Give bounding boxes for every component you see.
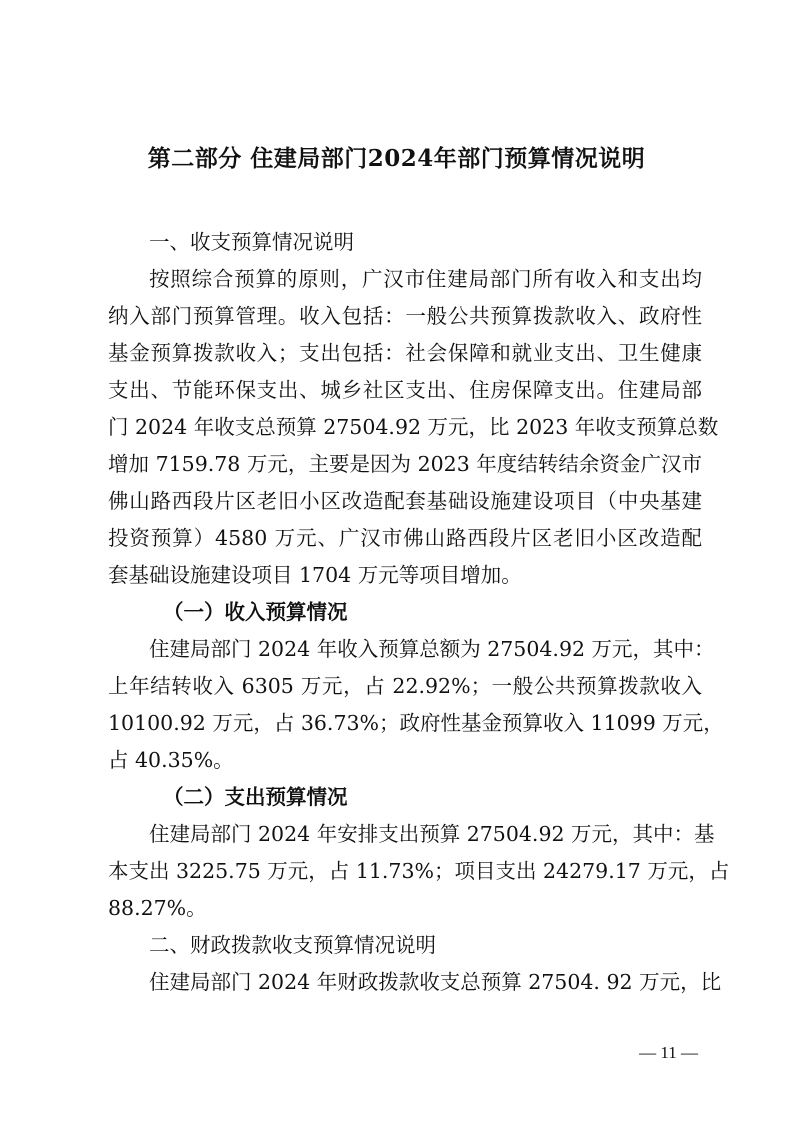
paragraph-line: 门 2024 年收支总预算 27504.92 万元，比 2023 年收支预算总数 xyxy=(108,415,719,439)
page-number: — 11 — xyxy=(639,1043,698,1062)
subheading-income-budget: （一）收入预算情况 xyxy=(163,600,348,624)
paragraph-line: 纳入部门预算管理。收入包括：一般公共预算拨款收入、政府性 xyxy=(108,304,702,328)
section-heading-income-expenditure: 一、收支预算情况说明 xyxy=(149,230,354,254)
paragraph-line: 套基础设施建设项目 1704 万元等项目增加。 xyxy=(108,563,522,587)
paragraph-line: 10100.92 万元，占 36.73%；政府性基金预算收入 11099 万元， xyxy=(108,711,724,735)
paragraph-line: 住建局部门 2024 年财政拨款收支总预算 27504. 92 万元，比 xyxy=(149,970,722,994)
document-body xyxy=(108,224,730,1001)
paragraph-line: 投资预算）4580 万元、广汉市佛山路西段片区老旧小区改造配 xyxy=(108,526,702,550)
paragraph-line: 88.27%。 xyxy=(108,896,207,920)
paragraph-line: 住建局部门 2024 年收入预算总额为 27504.92 万元，其中： xyxy=(149,637,715,661)
paragraph-line: 占 40.35%。 xyxy=(108,748,234,772)
subheading-expenditure-budget: （二）支出预算情况 xyxy=(163,785,348,809)
paragraph-line: 增加 7159.78 万元，主要是因为 2023 年度结转结余资金广汉市 xyxy=(108,452,702,476)
paragraph-line: 支出、节能环保支出、城乡社区支出、住房保障支出。住建局部 xyxy=(108,378,702,402)
paragraph-line: 基金预算拨款收入；支出包括：社会保障和就业支出、卫生健康 xyxy=(108,341,702,365)
page-title: 第二部分 住建局部门2024年部门预算情况说明 xyxy=(147,145,646,172)
section-heading-fiscal-appropriation: 二、财政拨款收支预算情况说明 xyxy=(149,933,436,957)
paragraph-line: 按照综合预算的原则，广汉市住建局部门所有收入和支出均 xyxy=(149,267,702,291)
paragraph-line: 上年结转收入 6305 万元，占 22.92%；一般公共预算拨款收入 xyxy=(108,674,702,698)
paragraph-line: 住建局部门 2024 年安排支出预算 27504.92 万元，其中：基 xyxy=(149,822,715,846)
paragraph-line: 佛山路西段片区老旧小区改造配套基础设施建设项目（中央基建 xyxy=(108,489,702,513)
paragraph-line: 本支出 3225.75 万元，占 11.73%；项目支出 24279.17 万元，占 xyxy=(108,859,730,883)
